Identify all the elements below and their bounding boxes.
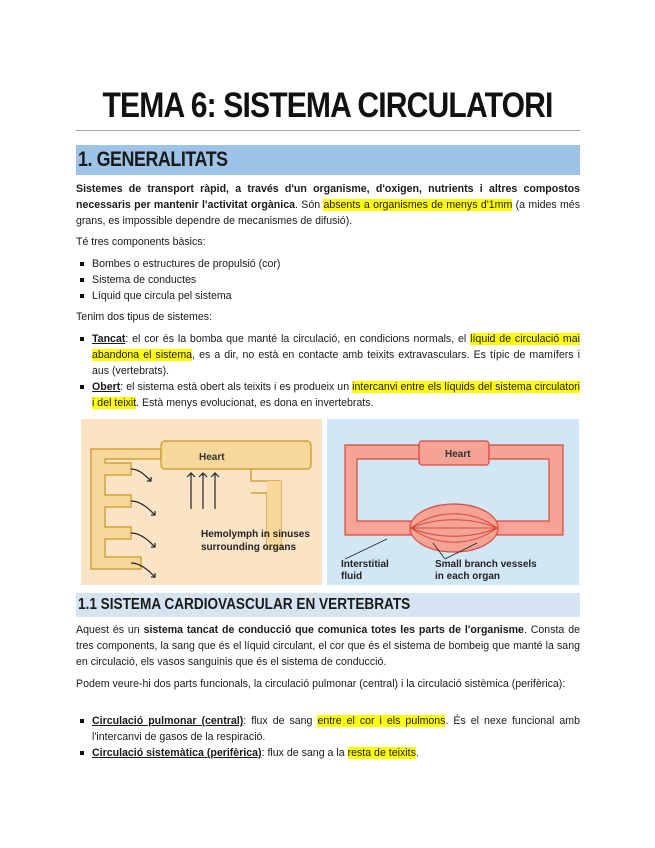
list-item-tancat <box>76 331 580 379</box>
list-item: Sistema de conductes <box>76 272 580 288</box>
open-caption-line1: Hemolymph in sinuses <box>201 529 310 540</box>
list-item-text: . És el nexe funcional amb l'intercanvi de gasos de la respiració. <box>92 715 580 743</box>
highlight-obert: intercanvi entre els líquids del sistema circulatori i del teixit <box>92 381 580 409</box>
closed-heart-label: Heart <box>445 449 471 460</box>
interstitial-label-line2: fluid <box>341 571 363 582</box>
highlight-tancat: líquid de circulació mai abandona el sistema <box>92 333 580 361</box>
list-item-sistemica <box>76 745 580 761</box>
section-heading-cardiovascular <box>76 593 580 617</box>
section-heading-generalitats <box>76 145 580 175</box>
intro-bold-text: Sistemes de transport ràpid, a través d'un organisme, d'oxigen, nutrients i altres compostos necessaris per mantenir l'activitat orgànica <box>76 183 580 211</box>
list-item-text: : el sistema està obert als teixits i es produeix un <box>120 381 353 393</box>
functional-parts-intro: Podem veure-hi dos parts funcionals, la circulació pulmonar (central) i la circulació sistèmica (perifèrica): <box>76 678 566 690</box>
intro-paragraph <box>76 181 580 229</box>
open-heart-shape <box>161 441 311 469</box>
section-heading-text: 1. GENERALITATS <box>78 148 228 171</box>
title-divider <box>76 130 580 131</box>
cardiovascular-paragraph <box>76 622 580 670</box>
open-system-svg <box>81 419 322 585</box>
list-item-text: . Està menys evolucionat, es dona en invertebrats. <box>136 397 374 409</box>
list-item: Líquid que circula pel sistema <box>76 288 580 304</box>
term-sistemica: Circulació sistemàtica (perifèrica) <box>92 747 262 759</box>
components-intro: Té tres components bàsics: <box>76 236 206 248</box>
circulation-parts-list <box>76 713 580 761</box>
closed-system-svg <box>327 419 579 585</box>
closed-system-diagram <box>327 419 579 585</box>
system-types-list <box>76 331 580 411</box>
vessels-label-line1: Small branch vessels <box>435 559 537 570</box>
highlight-sistemica: resta de teixits <box>347 747 416 759</box>
intro-text: . Són <box>294 199 324 211</box>
term-tancat: Tancat <box>92 333 126 345</box>
list-item: Bombes o estructures de propulsió (cor) <box>76 256 580 272</box>
open-system-diagram <box>81 419 322 585</box>
term-obert: Obert <box>92 381 121 393</box>
page-title: TEMA 6: SISTEMA CIRCULATORI <box>102 86 553 125</box>
components-list <box>76 256 580 304</box>
interstitial-label-line1: Interstitial <box>341 559 389 570</box>
paragraph-text: . Consta de tres components, la sang que és el líquid circulant, el cor que és el sistema de bombeig que manté la sang en circulació, els vasos sanguinis que és el sistema de conducció. <box>76 624 580 668</box>
list-item-text: : flux de sang <box>243 715 318 727</box>
types-intro: Tenim dos tipus de sistemes: <box>76 311 213 323</box>
vessels-label-line2: in each organ <box>435 571 501 582</box>
section-heading-text: 1.1 SISTEMA CARDIOVASCULAR EN VERTEBRATS <box>78 596 411 613</box>
term-pulmonar: Circulació pulmonar (central) <box>92 715 244 727</box>
list-item-text: : el cor és la bomba que manté la circulació, en condicions normals, el <box>125 333 471 345</box>
list-item-text: , es a dir, no està en contacte amb teixits extravasculars. Es típic de mamífers i aus (vertebrats). <box>92 349 581 377</box>
open-heart-label: Heart <box>199 452 225 463</box>
open-caption-line2: surrounding organs <box>201 542 296 553</box>
list-item-text: : flux de sang a la <box>261 747 348 759</box>
intro-highlight: absents a organismes de menys d'1mm <box>323 199 513 211</box>
list-item-text: . <box>415 747 419 759</box>
intro-text-end: (a mides més grans, es impossible dependre de mecanismes de difusió). <box>76 199 580 227</box>
list-item-pulmonar <box>76 713 580 745</box>
paragraph-text: Aquest és un <box>76 624 144 636</box>
cardiovascular-bold-text: sistema tancat de conducció que comunica totes les parts de l'organisme <box>143 624 524 636</box>
highlight-pulmonar: entre el cor i els pulmons <box>317 715 446 727</box>
list-item-obert <box>76 379 580 411</box>
